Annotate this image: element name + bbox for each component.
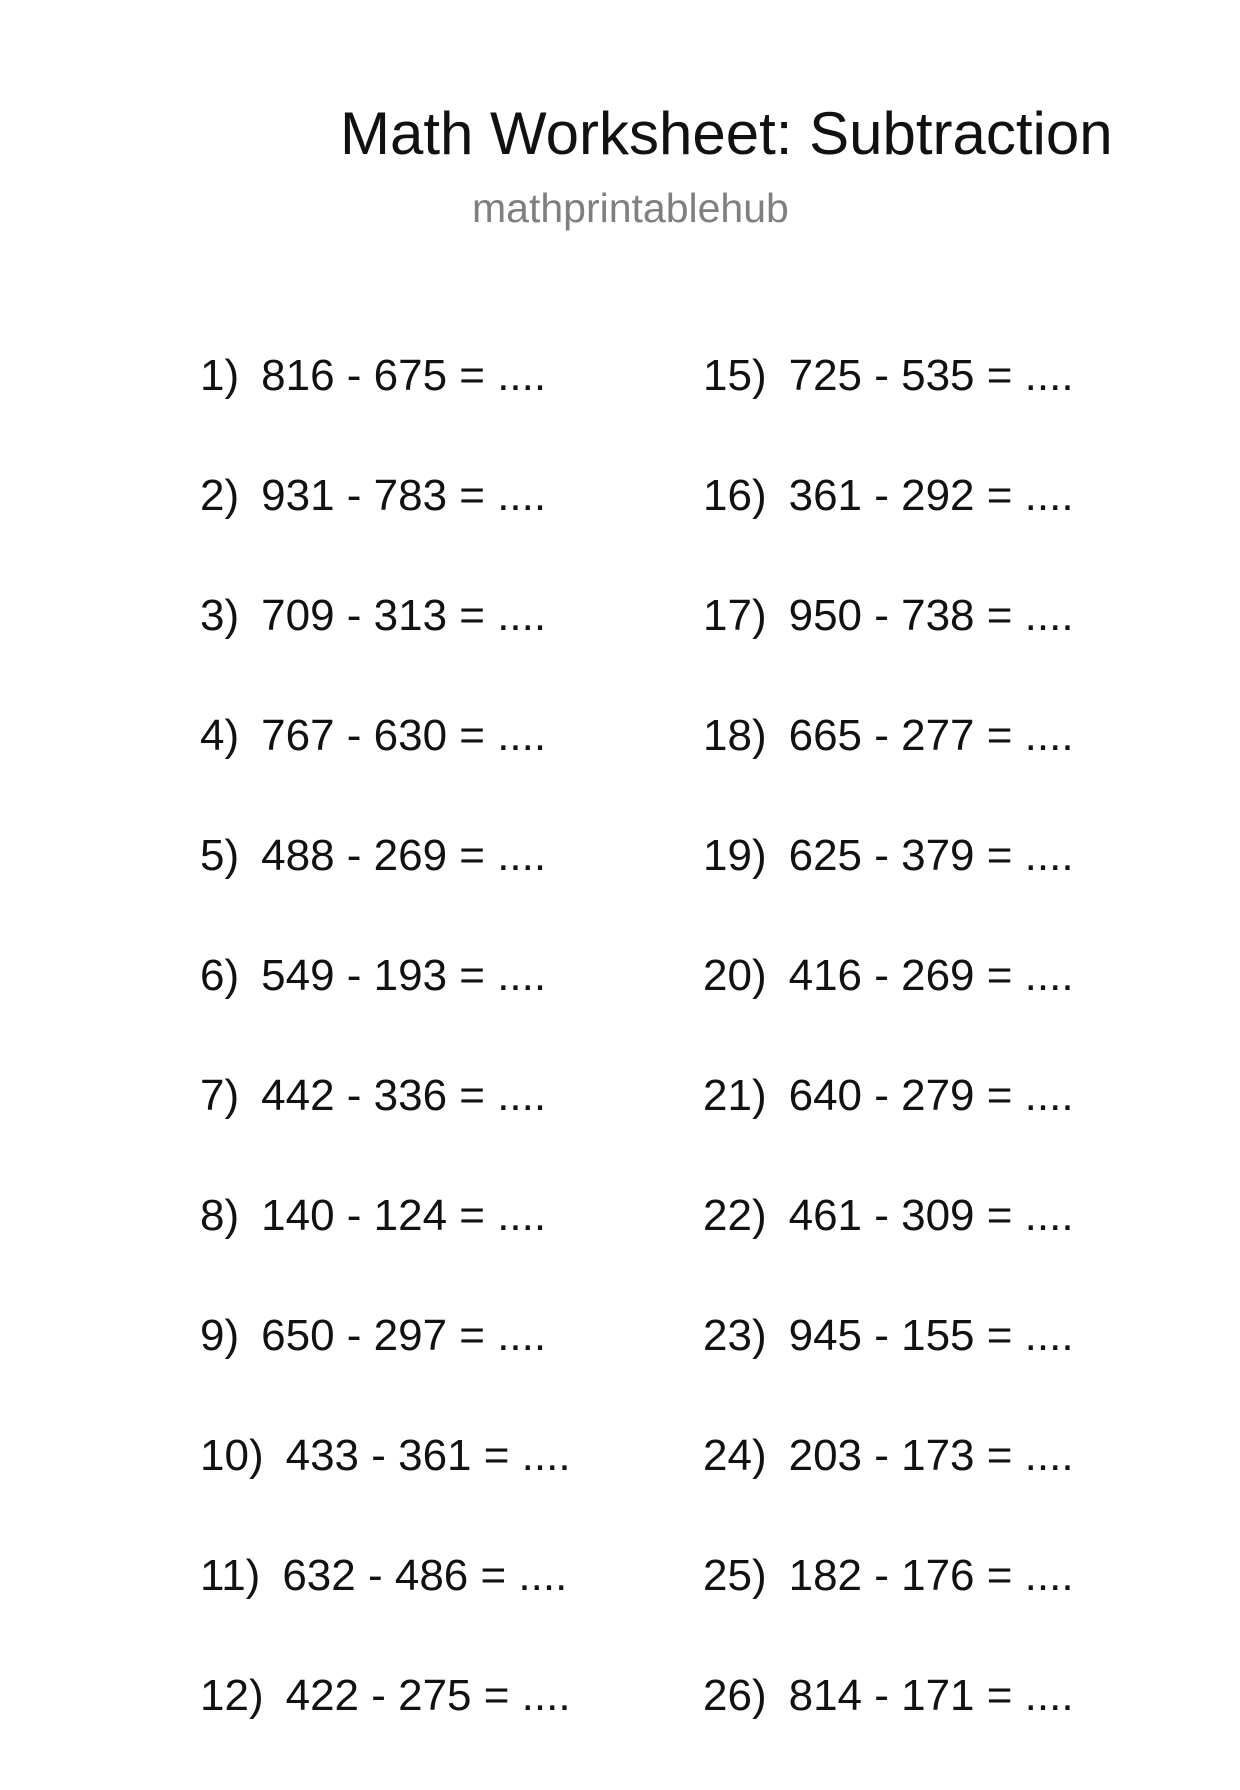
problem-number: 1) xyxy=(200,351,240,400)
problem-2 xyxy=(200,470,571,590)
problem-number: 11) xyxy=(200,1551,261,1600)
problem-26 xyxy=(703,1670,1074,1790)
problem-number: 15) xyxy=(703,351,767,400)
problem-15 xyxy=(703,350,1074,470)
problem-number: 9) xyxy=(200,1311,240,1360)
problem-expression: 709 - 313 = .... xyxy=(261,591,547,640)
problem-expression: 182 - 176 = .... xyxy=(788,1551,1074,1600)
problem-number: 2) xyxy=(200,471,240,520)
problem-expression: 433 - 361 = .... xyxy=(285,1431,571,1480)
problem-number: 10) xyxy=(200,1431,264,1480)
problem-6 xyxy=(200,950,571,1070)
problem-expression: 442 - 336 = .... xyxy=(261,1071,547,1120)
problem-number: 22) xyxy=(703,1191,767,1240)
problem-25 xyxy=(703,1550,1074,1670)
problem-number: 12) xyxy=(200,1671,264,1720)
problem-number: 5) xyxy=(200,831,240,880)
problem-number: 7) xyxy=(200,1071,240,1120)
problem-1 xyxy=(200,350,571,470)
problem-number: 18) xyxy=(703,711,767,760)
problem-expression: 488 - 269 = .... xyxy=(261,831,547,880)
problem-number: 17) xyxy=(703,591,767,640)
page-title: Math Worksheet: Subtraction xyxy=(340,100,1113,167)
problem-expression: 625 - 379 = .... xyxy=(788,831,1074,880)
problem-expression: 361 - 292 = .... xyxy=(788,471,1074,520)
problem-expression: 461 - 309 = .... xyxy=(788,1191,1074,1240)
problem-expression: 665 - 277 = .... xyxy=(788,711,1074,760)
problem-number: 23) xyxy=(703,1311,767,1360)
problem-number: 20) xyxy=(703,951,767,1000)
page-subtitle: mathprintablehub xyxy=(472,185,789,231)
right-problem-column xyxy=(703,350,1074,1790)
problem-5 xyxy=(200,830,571,950)
problem-number: 4) xyxy=(200,711,240,760)
problem-19 xyxy=(703,830,1074,950)
problem-7 xyxy=(200,1070,571,1190)
problem-expression: 931 - 783 = .... xyxy=(261,471,547,520)
problem-expression: 549 - 193 = .... xyxy=(261,951,547,1000)
problem-11 xyxy=(200,1550,571,1670)
problem-24 xyxy=(703,1430,1074,1550)
problem-number: 21) xyxy=(703,1071,767,1120)
problem-16 xyxy=(703,470,1074,590)
problem-expression: 767 - 630 = .... xyxy=(261,711,547,760)
problem-expression: 814 - 171 = .... xyxy=(788,1671,1074,1720)
problem-number: 26) xyxy=(703,1671,767,1720)
problem-expression: 650 - 297 = .... xyxy=(261,1311,547,1360)
problem-8 xyxy=(200,1190,571,1310)
problem-expression: 725 - 535 = .... xyxy=(788,351,1074,400)
problem-expression: 945 - 155 = .... xyxy=(788,1311,1074,1360)
problem-expression: 416 - 269 = .... xyxy=(788,951,1074,1000)
problem-9 xyxy=(200,1310,571,1430)
problem-number: 3) xyxy=(200,591,240,640)
problem-22 xyxy=(703,1190,1074,1310)
problem-number: 25) xyxy=(703,1551,767,1600)
problem-21 xyxy=(703,1070,1074,1190)
problem-18 xyxy=(703,710,1074,830)
problem-expression: 640 - 279 = .... xyxy=(788,1071,1074,1120)
problem-number: 8) xyxy=(200,1191,240,1240)
problem-number: 19) xyxy=(703,831,767,880)
problem-23 xyxy=(703,1310,1074,1430)
problem-17 xyxy=(703,590,1074,710)
problem-4 xyxy=(200,710,571,830)
problem-12 xyxy=(200,1670,571,1790)
problem-number: 16) xyxy=(703,471,767,520)
problem-expression: 203 - 173 = .... xyxy=(788,1431,1074,1480)
problem-expression: 422 - 275 = .... xyxy=(285,1671,571,1720)
problem-expression: 950 - 738 = .... xyxy=(788,591,1074,640)
left-problem-column xyxy=(200,350,571,1790)
problem-3 xyxy=(200,590,571,710)
problem-expression: 140 - 124 = .... xyxy=(261,1191,547,1240)
problem-20 xyxy=(703,950,1074,1070)
problem-10 xyxy=(200,1430,571,1550)
problem-number: 6) xyxy=(200,951,240,1000)
problem-number: 24) xyxy=(703,1431,767,1480)
problem-expression: 632 - 486 = .... xyxy=(282,1551,568,1600)
problem-expression: 816 - 675 = .... xyxy=(261,351,547,400)
